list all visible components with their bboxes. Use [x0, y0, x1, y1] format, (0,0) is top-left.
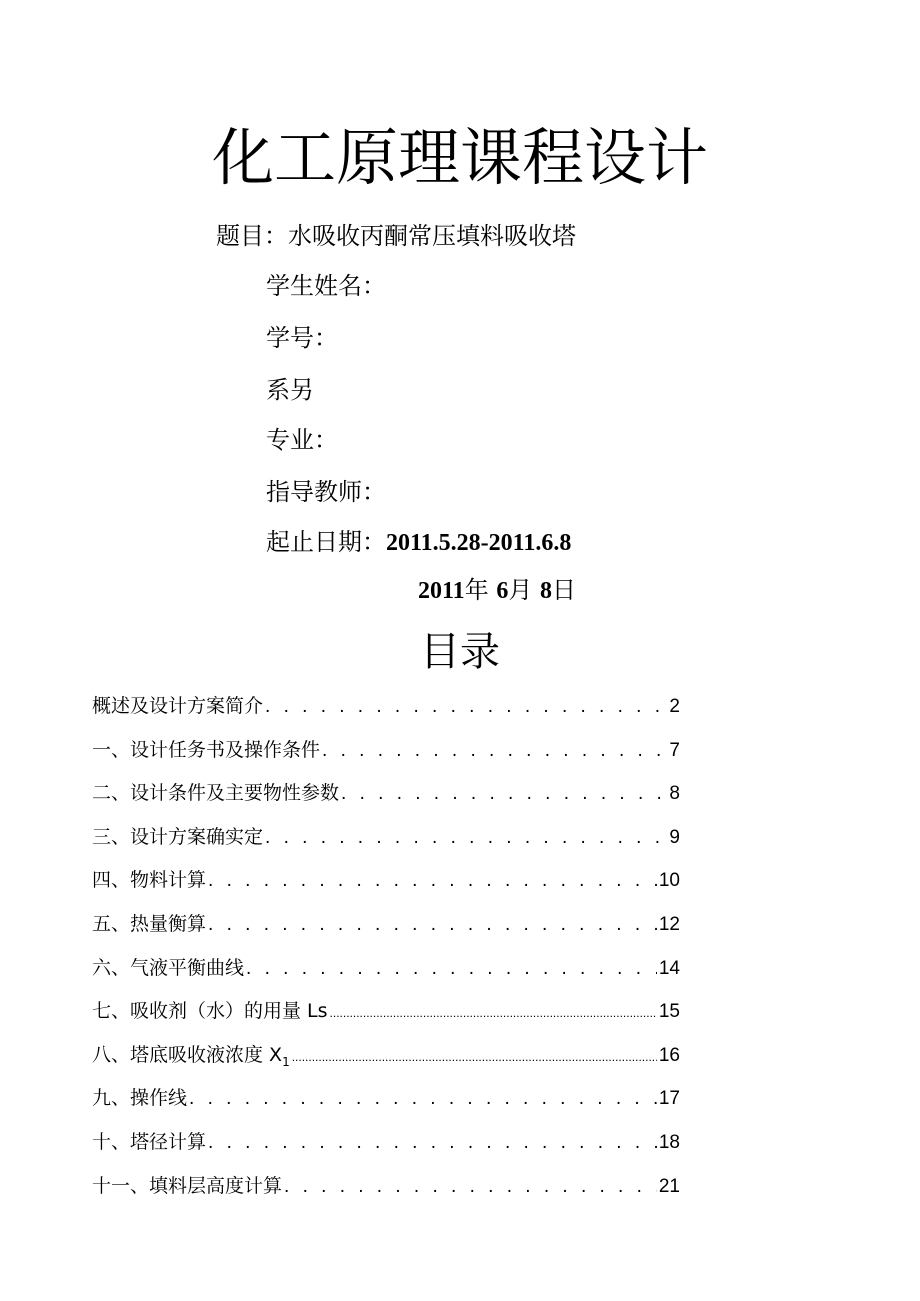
toc-entry-page: 14: [658, 957, 680, 979]
toc-leader-dots: [284, 1171, 657, 1203]
toc-entry-page: 15: [658, 1001, 680, 1023]
toc-entry-label: 二、设计条件及主要物性参数: [92, 782, 340, 805]
toc-entry-label: 十一、填料层高度计算: [92, 1174, 283, 1197]
toc-entry-page: 8: [669, 783, 680, 805]
period-label: 起止日期：: [266, 528, 386, 556]
toc-entry-label: 三、设计方案确实定: [92, 825, 264, 848]
toc-leader-dots: [246, 953, 657, 985]
toc-entry[interactable]: [92, 1082, 680, 1126]
document-title: 化工原理课程设计: [211, 121, 708, 194]
document-date: [418, 574, 576, 607]
toc-entry-label: 概述及设计方案简介: [92, 695, 264, 717]
toc-entry-label: 六、气液平衡曲线: [92, 956, 245, 979]
major-field: 专业：: [266, 426, 338, 454]
toc-entry-label: [92, 1039, 290, 1078]
date-month-char: 月: [508, 576, 533, 604]
toc-entry-label-text: 八、塔底吸收液浓度 X: [92, 1043, 283, 1066]
toc-entry[interactable]: [92, 821, 680, 865]
date-year: 2011: [418, 578, 465, 604]
toc-entry-page: 18: [658, 1131, 680, 1153]
date-day: 8: [539, 578, 552, 604]
toc-entry[interactable]: [92, 864, 680, 908]
toc-entry-page: 10: [658, 870, 680, 892]
student-name-field: 学生姓名：: [266, 272, 386, 300]
toc-leader-dots: [292, 1041, 657, 1073]
toc-entry[interactable]: [92, 908, 680, 952]
toc-entry-label: 一、设计任务书及操作条件: [92, 738, 321, 761]
toc-entry-page: 12: [658, 913, 680, 935]
toc-entry-page: 2: [669, 696, 680, 717]
date-year-char: 年: [464, 576, 489, 604]
toc-entry-label: 七、吸收剂（水）的用量 Ls: [92, 1000, 328, 1023]
toc-leader-dots: [208, 1127, 657, 1159]
toc-leader-dots: [322, 735, 667, 767]
toc-entry[interactable]: [92, 1126, 680, 1170]
toc-entry-label: 四、物料计算: [92, 869, 207, 892]
date-month: 6: [496, 578, 509, 604]
toc-entry-label: 五、热量衡算: [92, 912, 207, 935]
toc-entry-page: 7: [669, 739, 680, 761]
toc-entry[interactable]: [92, 734, 680, 778]
toc-leader-dots: [189, 1083, 657, 1115]
table-of-contents: [92, 690, 680, 1213]
toc-entry[interactable]: [92, 1170, 680, 1214]
toc-entry-subscript: 1: [282, 1054, 290, 1069]
toc-leader-dots: [265, 691, 667, 723]
toc-entry-page: 21: [658, 1175, 680, 1197]
department-field: 系另: [266, 376, 314, 404]
period-field: [266, 526, 571, 559]
toc-entry-label: 九、操作线: [92, 1087, 188, 1110]
period-value: 2011.5.28-2011.6.8: [386, 530, 572, 556]
toc-entry-page: 17: [658, 1088, 680, 1110]
toc-leader-dots: [330, 997, 657, 1029]
toc-entry-page: 9: [669, 826, 680, 848]
toc-entry[interactable]: [92, 690, 680, 734]
toc-entry[interactable]: [92, 1039, 680, 1083]
student-id-field: 学号：: [266, 324, 338, 352]
toc-entry-label: 十、塔径计算: [92, 1130, 207, 1153]
toc-entry[interactable]: [92, 777, 680, 821]
subject-line: 题目：水吸收丙酮常压填料吸收塔: [216, 222, 576, 250]
toc-heading: 目录: [420, 629, 500, 675]
toc-entry-page: 16: [658, 1044, 680, 1066]
toc-entry[interactable]: [92, 952, 680, 996]
toc-entry[interactable]: [92, 995, 680, 1039]
toc-leader-dots: [341, 778, 667, 810]
toc-leader-dots: [265, 822, 667, 854]
toc-leader-dots: [208, 909, 657, 941]
advisor-field: 指导教师：: [266, 478, 386, 506]
date-day-char: 日: [551, 576, 576, 604]
toc-leader-dots: [208, 865, 657, 897]
